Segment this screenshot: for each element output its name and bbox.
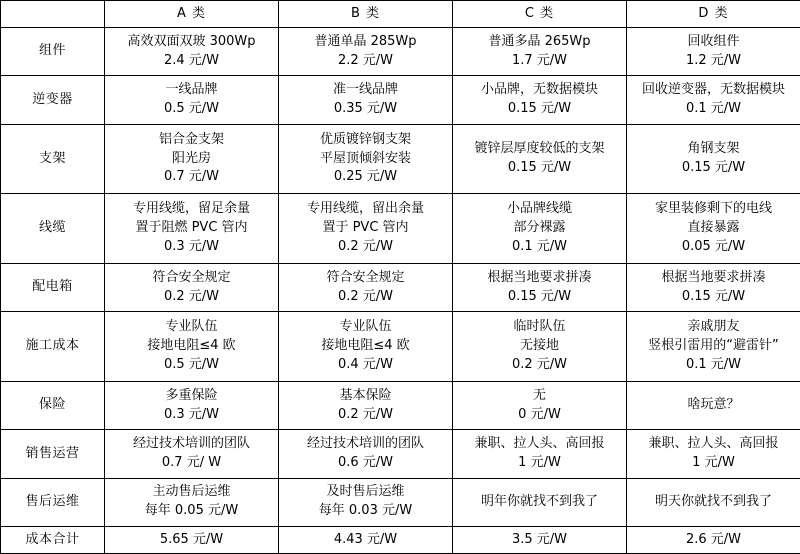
table-row: [1, 381, 800, 429]
cell-line: 符合安全规定: [152, 269, 231, 285]
cell-line: 无接地: [519, 338, 559, 354]
cell-sales-d: [627, 430, 800, 478]
cell-line: 0.15 元/W: [507, 288, 572, 304]
cell-line: 准一线品牌: [332, 82, 398, 98]
cell-after-sales-c: [453, 478, 627, 526]
table-corner-cell: [1, 1, 105, 28]
cell-sales-b: [279, 430, 453, 478]
cell-line: 直接暴露: [687, 220, 740, 236]
cell-construction-b: [279, 312, 453, 382]
cell-line: 接地电阻≤4 欧: [321, 338, 410, 354]
table-row: [1, 478, 800, 526]
table-row: [1, 263, 800, 311]
cell-after-sales-b: [279, 478, 453, 526]
cell-line: 每年 0.05 元/W: [144, 503, 239, 519]
cell-total-a: 5.65 元/W: [105, 526, 279, 553]
cell-sales-a: [105, 430, 279, 478]
cell-after-sales-d: [627, 478, 800, 526]
cell-mounting-a: [105, 124, 279, 194]
table-row: [1, 430, 800, 478]
table-row: [1, 27, 800, 75]
cell-line: 0.3 元/W: [163, 239, 220, 255]
cell-line: 0.7 元/W: [163, 169, 220, 185]
cell-line: 镀锌层厚度较低的支架: [474, 141, 605, 157]
row-label-total-cost: 成本合计: [1, 526, 105, 553]
column-header-a: A 类: [105, 1, 279, 28]
cell-cable-a: [105, 194, 279, 264]
cell-cable-c: [453, 194, 627, 264]
cell-line: 0.3 元/W: [163, 406, 220, 422]
table-row: [1, 124, 800, 194]
row-label-module: 组件: [1, 27, 105, 75]
column-header-d: D 类: [627, 1, 800, 28]
cell-distribution-c: [453, 263, 627, 311]
cell-after-sales-a: [105, 478, 279, 526]
cell-line: 铝合金支架: [158, 131, 224, 147]
row-label-construction-cost: 施工成本: [1, 312, 105, 382]
cell-line: 0 元/W: [518, 406, 561, 422]
cell-total-d: 2.6 元/W: [627, 526, 800, 553]
cell-line: 0.2 元/W: [337, 406, 394, 422]
cell-cable-b: [279, 194, 453, 264]
cell-module-c: [453, 27, 627, 75]
cell-line: 1.2 元/W: [685, 52, 742, 68]
cell-line: 经过技术培训的团队: [132, 436, 250, 452]
cell-line: 明年你就找不到我了: [480, 493, 598, 509]
cell-inverter-c: [453, 76, 627, 124]
cell-insurance-a: [105, 381, 279, 429]
cell-distribution-d: [627, 263, 800, 311]
cell-line: 高效双面双玻 300Wp: [127, 33, 256, 49]
cell-line: 0.2 元/W: [337, 239, 394, 255]
cell-line: 优质镀锌钢支架: [319, 131, 411, 147]
row-label-mounting: 支架: [1, 124, 105, 194]
cell-total-b: 4.43 元/W: [279, 526, 453, 553]
cell-insurance-d: [627, 381, 800, 429]
table-row: [1, 76, 800, 124]
cell-insurance-c: [453, 381, 627, 429]
cell-line: 2.2 元/W: [337, 52, 394, 68]
cell-construction-c: [453, 312, 627, 382]
cell-distribution-a: [105, 263, 279, 311]
cell-line: 1 元/W: [692, 454, 735, 470]
cell-module-b: [279, 27, 453, 75]
row-label-cable: 线缆: [1, 194, 105, 264]
cell-line: 阳光房: [171, 150, 211, 166]
cell-line: 平屋顶倾斜安装: [319, 150, 411, 166]
cell-line: 回收逆变器，无数据模块: [641, 82, 785, 98]
cell-line: 置于阻燃 PVC 管内: [135, 220, 248, 236]
cell-line: 0.2 元/W: [337, 288, 394, 304]
cell-line: 0.1 元/W: [685, 357, 742, 373]
cell-construction-d: [627, 312, 800, 382]
cell-line: 家里装修剩下的电线: [654, 201, 772, 217]
table-row: [1, 194, 800, 264]
row-label-after-sales: 售后运维: [1, 478, 105, 526]
cell-line: 小品牌，无数据模块: [480, 82, 598, 98]
cell-line: 部分裸露: [513, 220, 566, 236]
cell-line: 啥玩意？: [687, 397, 740, 413]
cell-line: 0.5 元/W: [163, 357, 220, 373]
cell-inverter-d: [627, 76, 800, 124]
cell-insurance-b: [279, 381, 453, 429]
cell-line: 主动售后运维: [152, 484, 231, 500]
cell-line: 明天你就找不到我了: [654, 493, 772, 509]
cell-line: 接地电阻≤4 欧: [147, 338, 236, 354]
cell-line: 普通单晶 285Wp: [314, 33, 417, 49]
cell-line: 置于 PVC 管内: [322, 220, 409, 236]
cell-line: 多重保险: [165, 387, 218, 403]
cell-line: 基本保险: [339, 387, 392, 403]
cell-line: 根据当地要求拼凑: [487, 269, 592, 285]
cell-line: 0.4 元/W: [337, 357, 394, 373]
cell-line: 专用线缆，留出余量: [306, 201, 424, 217]
cell-line: 普通多晶 265Wp: [488, 33, 591, 49]
cell-line: 兼职、拉人头、高回报: [648, 436, 779, 452]
cell-line: 0.7 元/ W: [161, 454, 222, 470]
cell-line: 0.5 元/W: [163, 100, 220, 116]
cell-line: 2.4 元/W: [163, 52, 220, 68]
cell-line: 亲戚朋友: [687, 319, 740, 335]
column-header-c: C 类: [453, 1, 627, 28]
cell-line: 竖根引雷用的“避雷针”: [648, 338, 779, 354]
cell-line: 一线品牌: [165, 82, 218, 98]
cell-mounting-d: [627, 124, 800, 194]
cell-module-a: [105, 27, 279, 75]
cell-line: 每年 0.03 元/W: [318, 503, 413, 519]
cell-construction-a: [105, 312, 279, 382]
cell-line: 0.35 元/W: [333, 100, 398, 116]
cell-line: 0.6 元/W: [337, 454, 394, 470]
cell-line: 专业队伍: [165, 319, 218, 335]
cell-line: 0.2 元/W: [511, 357, 568, 373]
cell-line: 1.7 元/W: [511, 52, 568, 68]
cell-module-d: [627, 27, 800, 75]
column-header-b: B 类: [279, 1, 453, 28]
cell-line: 0.15 元/W: [681, 288, 746, 304]
cell-line: 0.25 元/W: [333, 169, 398, 185]
cell-inverter-b: [279, 76, 453, 124]
cell-line: 0.05 元/W: [681, 239, 746, 255]
row-label-sales-operation: 销售运营: [1, 430, 105, 478]
cell-line: 专业队伍: [339, 319, 392, 335]
cell-line: 角钢支架: [687, 141, 740, 157]
cell-mounting-b: [279, 124, 453, 194]
cell-line: 0.1 元/W: [685, 100, 742, 116]
row-label-insurance: 保险: [1, 381, 105, 429]
cell-line: 1 元/W: [518, 454, 561, 470]
cell-inverter-a: [105, 76, 279, 124]
cell-mounting-c: [453, 124, 627, 194]
table-total-row: [1, 526, 800, 553]
cell-line: 0.15 元/W: [507, 159, 572, 175]
table-header-row: [1, 1, 800, 28]
row-label-inverter: 逆变器: [1, 76, 105, 124]
cell-distribution-b: [279, 263, 453, 311]
cell-line: 符合安全规定: [326, 269, 405, 285]
cell-cable-d: [627, 194, 800, 264]
cell-line: 0.1 元/W: [511, 239, 568, 255]
cell-line: 专用线缆，留足余量: [132, 201, 250, 217]
cell-line: 临时队伍: [513, 319, 566, 335]
cell-line: 兼职、拉人头、高回报: [474, 436, 605, 452]
row-label-distribution-box: 配电箱: [1, 263, 105, 311]
cell-total-c: 3.5 元/W: [453, 526, 627, 553]
cell-sales-c: [453, 430, 627, 478]
table-row: [1, 312, 800, 382]
cell-line: 根据当地要求拼凑: [661, 269, 766, 285]
cell-line: 及时售后运维: [326, 484, 405, 500]
cell-line: 无: [532, 387, 546, 403]
cell-line: 0.15 元/W: [507, 100, 572, 116]
cell-line: 经过技术培训的团队: [306, 436, 424, 452]
cell-line: 回收组件: [687, 33, 740, 49]
cell-line: 小品牌线缆: [506, 201, 572, 217]
cell-line: 0.2 元/W: [163, 288, 220, 304]
table-body: [1, 1, 800, 554]
cell-line: 0.15 元/W: [681, 159, 746, 175]
